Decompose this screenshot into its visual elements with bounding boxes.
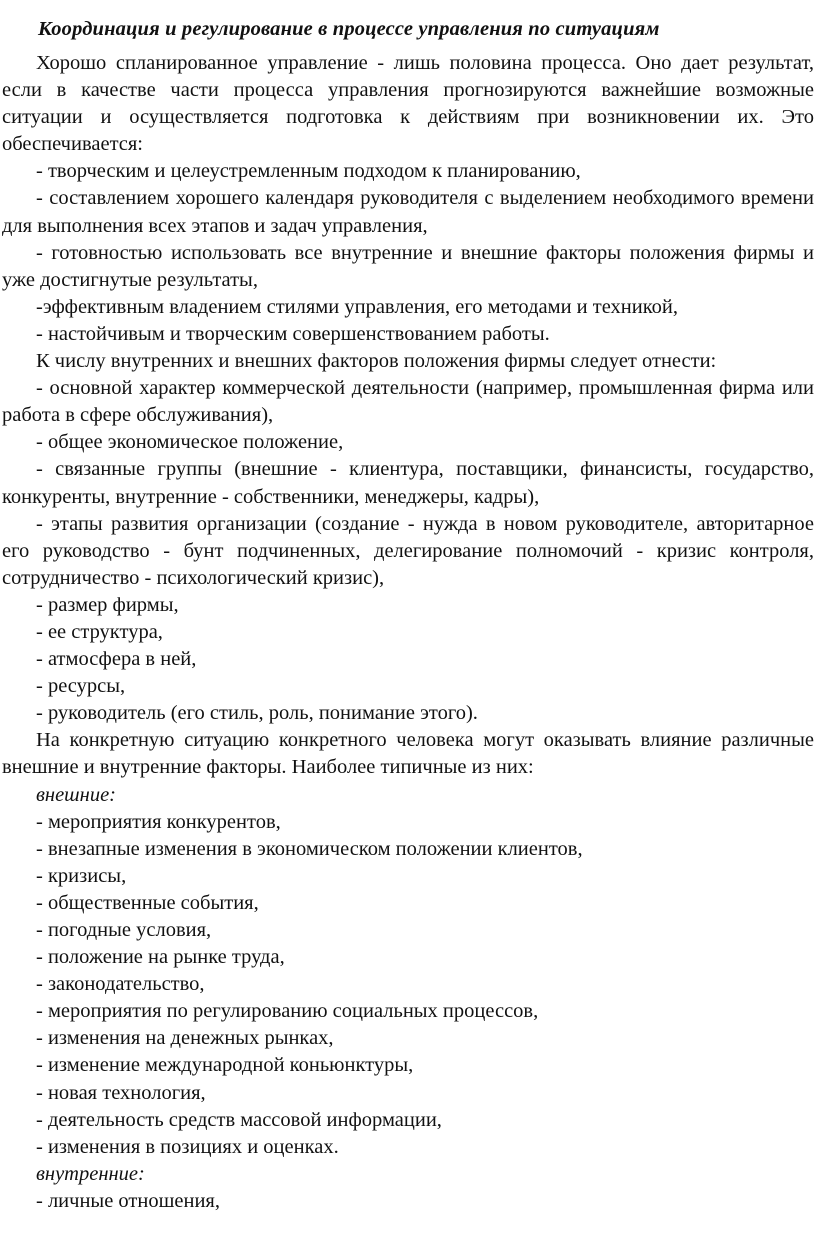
external-factor-item: - кризисы, — [36, 864, 127, 887]
internal-heading: внутренние: — [36, 1162, 145, 1185]
internal-factor-item: - личные отношения, — [36, 1189, 220, 1212]
factor-item: - ресурсы, — [36, 675, 126, 698]
document-title: Координация и регулирование в процессе управления по ситуациям — [38, 18, 660, 40]
factor-item: - связанные группы (внешние - клиентура, поставщики, финансисты, государство, конкуренты, внутренние - собственники, менеджеры, кадры), — [2, 458, 814, 508]
internal-factor-list — [2, 1188, 814, 1215]
factor-item: - атмосфера в ней, — [36, 648, 197, 671]
external-factor-item: - мероприятия по регулированию социальных процессов, — [36, 1000, 539, 1023]
external-factor-item: - изменение международной коньюнктуры, — [36, 1054, 414, 1077]
factor-item: - этапы развития организации (создание - нужда в новом руководителе, авторитарное его руководство - бунт подчиненных, делегирование полномочий - кризис контроля, сотрудничество - психологический кризис), — [2, 512, 814, 589]
factor-item: - общее экономическое положение, — [36, 431, 344, 454]
factor-item: - руководитель (его стиль, роль, понимание этого). — [36, 702, 478, 725]
provision-list — [2, 158, 814, 348]
factor-list — [2, 375, 814, 727]
provision-item: - творческим и целеустремленным подходом к планированию, — [36, 160, 581, 183]
factors-intro-paragraph: К числу внутренних и внешних факторов положения фирмы следует отнести: — [36, 350, 717, 373]
external-factor-item: - мероприятия конкурентов, — [36, 810, 281, 833]
external-factor-item: - законодательство, — [36, 973, 205, 996]
situation-intro-paragraph: На конкретную ситуацию конкретного человека могут оказывать влияние различные внешние и внутренние факторы. Наиболее типичные из них: — [2, 729, 814, 779]
external-factor-item: - положение на рынке труда, — [36, 946, 285, 969]
external-heading: внешние: — [36, 783, 116, 806]
external-factor-item: - изменения на денежных рынках, — [36, 1027, 334, 1050]
provision-item: -эффективным владением стилями управления, его методами и техникой, — [36, 295, 679, 318]
external-factor-item: - погодные условия, — [36, 919, 212, 941]
external-factor-item: - внезапные изменения в экономическом положении клиентов, — [36, 837, 583, 860]
intro-paragraph: Хорошо спланированное управление - лишь половина процесса. Оно дает результат, если в качестве части процесса управления прогнозируются важнейшие возможные ситуации и осуществляется подготовка к действиям при возникновении их. Это обеспечивается: — [2, 52, 814, 156]
external-factor-item: - изменения в позициях и оценках. — [36, 1135, 339, 1158]
factor-item: - ее структура, — [36, 620, 163, 643]
provision-item: - готовностью использовать все внутренние и внешние факторы положения фирмы и уже достигнутые результаты, — [2, 241, 814, 291]
external-factor-item: - деятельность средств массовой информации, — [36, 1108, 442, 1131]
factor-item: - основной характер коммерческой деятельности (например, промышленная фирма или работа в сфере обслуживания), — [2, 377, 814, 427]
external-factor-item: - общественные события, — [36, 891, 259, 914]
factor-item: - размер фирмы, — [36, 593, 179, 616]
provision-item: - настойчивым и творческим совершенствованием работы. — [36, 322, 550, 345]
provision-item: - составлением хорошего календаря руководителя с выделением необходимого времени для выполнения всех этапов и задач управления, — [2, 187, 814, 237]
external-factor-item: - новая технология, — [36, 1081, 206, 1104]
external-factor-list — [2, 809, 814, 1161]
